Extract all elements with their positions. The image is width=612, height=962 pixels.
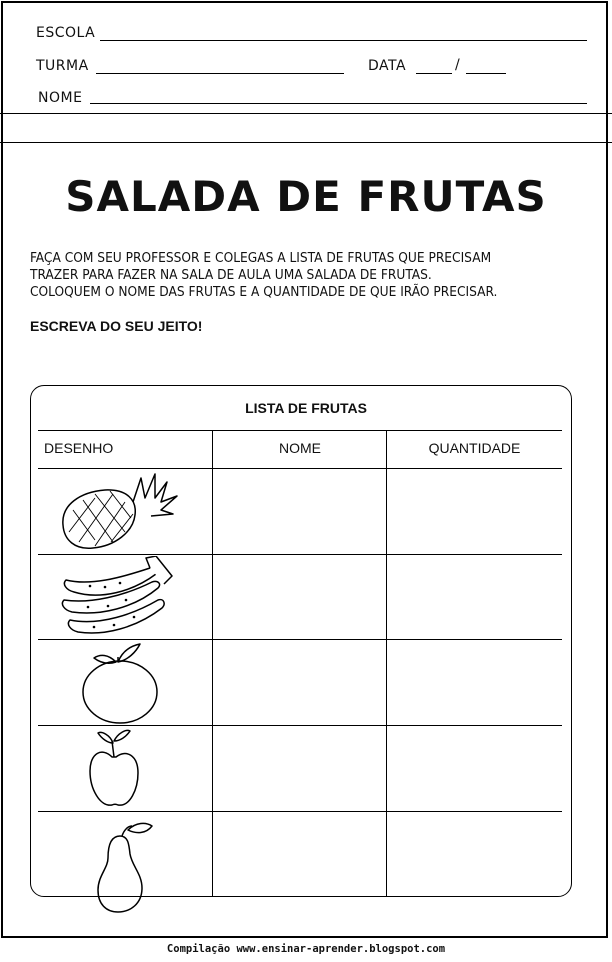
page-title: SALADA DE FRUTAS — [65, 172, 547, 221]
instruction-emphasis: ESCREVA DO SEU JEITO! — [30, 318, 203, 334]
pear-icon — [92, 818, 158, 918]
apple-icon — [84, 727, 144, 813]
column-header-quantidade: QUANTIDADE — [428, 440, 521, 456]
orange-icon — [78, 640, 164, 726]
instructions-paragraph — [30, 250, 590, 301]
footer-credit: Compilação www.ensinar-aprender.blogspot.com — [166, 943, 446, 955]
instruction-line: FAÇA COM SEU PROFESSOR E COLEGAS A LISTA DE FRUTAS QUE PRECISAM — [30, 250, 492, 266]
table-rule — [38, 554, 562, 555]
table-title: LISTA DE FRUTAS — [245, 400, 367, 416]
nome-cell[interactable] — [214, 727, 385, 810]
nome-cell[interactable] — [214, 556, 385, 638]
column-divider — [212, 430, 213, 896]
data-label: DATA — [368, 58, 407, 74]
table-rule — [38, 468, 562, 469]
pineapple-icon — [55, 470, 185, 554]
column-header-nome: NOME — [279, 440, 321, 456]
column-divider — [386, 430, 387, 896]
instruction-line: COLOQUEM O NOME DAS FRUTAS E A QUANTIDADE DE QUE IRÃO PRECISAR. — [30, 284, 498, 300]
data-month-field[interactable] — [466, 73, 506, 74]
header-divider-bottom — [0, 142, 612, 143]
header-divider-top — [0, 113, 612, 114]
quantidade-cell[interactable] — [388, 470, 561, 553]
nome-field[interactable] — [90, 103, 587, 104]
nome-cell[interactable] — [214, 813, 385, 895]
column-header-desenho: DESENHO — [44, 440, 114, 456]
quantidade-cell[interactable] — [388, 813, 561, 895]
escola-label: ESCOLA — [36, 25, 96, 41]
turma-field[interactable] — [96, 73, 344, 74]
instruction-line: TRAZER PARA FAZER NA SALA DE AULA UMA SALADA DE FRUTAS. — [30, 267, 432, 283]
data-separator: / — [455, 57, 461, 73]
nome-cell[interactable] — [214, 470, 385, 553]
nome-label: NOME — [38, 90, 83, 106]
quantidade-cell[interactable] — [388, 727, 561, 810]
quantidade-cell[interactable] — [388, 641, 561, 724]
turma-label: TURMA — [36, 58, 89, 74]
table-rule — [38, 430, 562, 431]
quantidade-cell[interactable] — [388, 556, 561, 638]
banana-icon — [60, 556, 178, 640]
data-day-field[interactable] — [416, 73, 452, 74]
nome-cell[interactable] — [214, 641, 385, 724]
escola-field[interactable] — [100, 40, 587, 41]
